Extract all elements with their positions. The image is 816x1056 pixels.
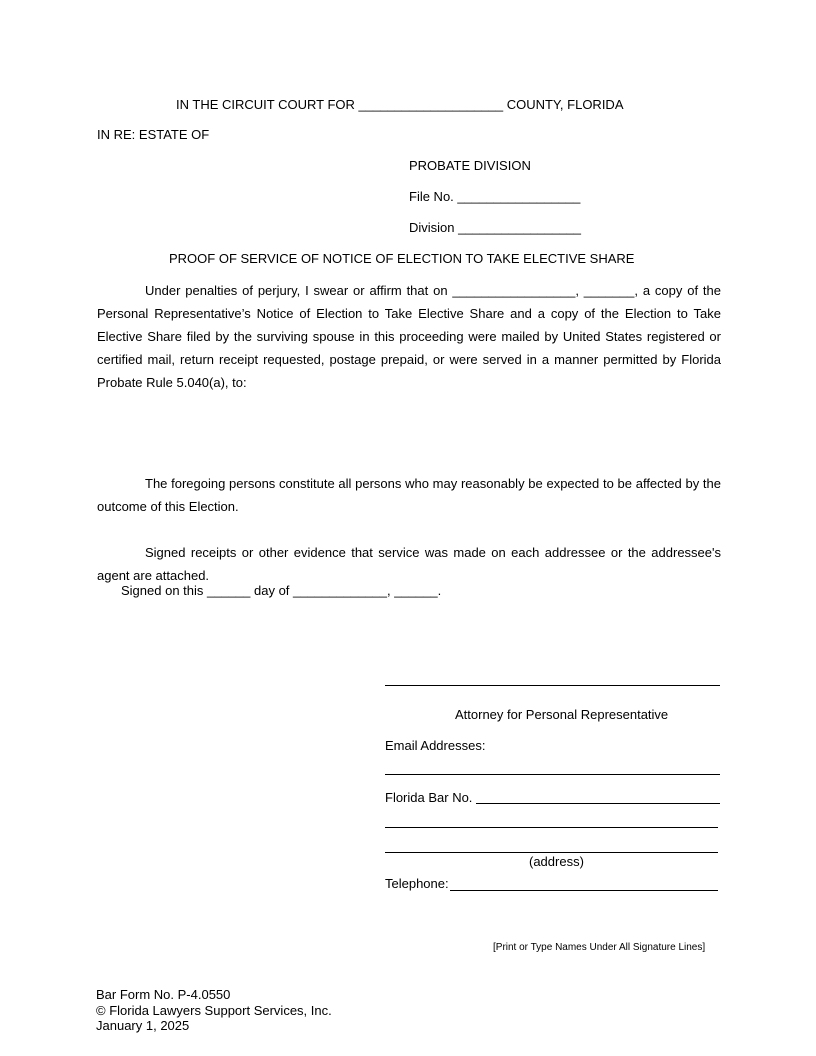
form-date: January 1, 2025	[96, 1018, 190, 1033]
division-field: Division _________________	[409, 220, 582, 235]
signed-date-line: Signed on this ______ day of _____________, ______.	[121, 583, 442, 598]
print-names-note: [Print or Type Names Under All Signature Lines]	[493, 942, 706, 953]
email-line	[385, 774, 720, 775]
address-label: (address)	[529, 854, 584, 869]
telephone-label: Telephone:	[385, 876, 449, 891]
email-label: Email Addresses:	[385, 738, 486, 753]
telephone-line	[450, 890, 718, 891]
bar-number-label: Florida Bar No.	[385, 790, 473, 805]
bar-number-line	[476, 803, 720, 804]
address-line-1	[385, 827, 718, 828]
service-statement-paragraph: Under penalties of perjury, I swear or affirm that on _________________, _______, a copy of the Personal Representative’s Notice of Election to Take Elective Share and a copy of the Election to Take Elective Share filed by the surviving spouse in this proceeding were mailed by United States registered or certified mail, return receipt requested, postage prepaid, or were served in a manner permitted by Florida Probate Rule 5.040(a), to:	[97, 283, 721, 390]
probate-division-label: PROBATE DIVISION	[409, 158, 531, 173]
estate-caption: IN RE: ESTATE OF	[97, 127, 210, 142]
bar-form-number: Bar Form No. P-4.0550	[96, 987, 231, 1002]
file-number-field: File No. _________________	[409, 189, 581, 204]
attorney-signature-line	[385, 685, 720, 686]
attorney-label: Attorney for Personal Representative	[455, 707, 669, 722]
court-heading: IN THE CIRCUIT COURT FOR ____________________ COUNTY, FLORIDA	[176, 97, 624, 112]
address-line-2	[385, 852, 718, 853]
affected-persons-paragraph: The foregoing persons constitute all persons who may reasonably be expected to be affected by the outcome of this Election.	[97, 476, 721, 514]
copyright-notice: © Florida Lawyers Support Services, Inc.	[96, 1002, 332, 1018]
form-footer	[96, 987, 332, 1034]
document-title: PROOF OF SERVICE OF NOTICE OF ELECTION TO TAKE ELECTIVE SHARE	[169, 251, 635, 266]
receipts-paragraph: Signed receipts or other evidence that service was made on each addressee or the addressee's agent are attached.	[97, 545, 721, 583]
